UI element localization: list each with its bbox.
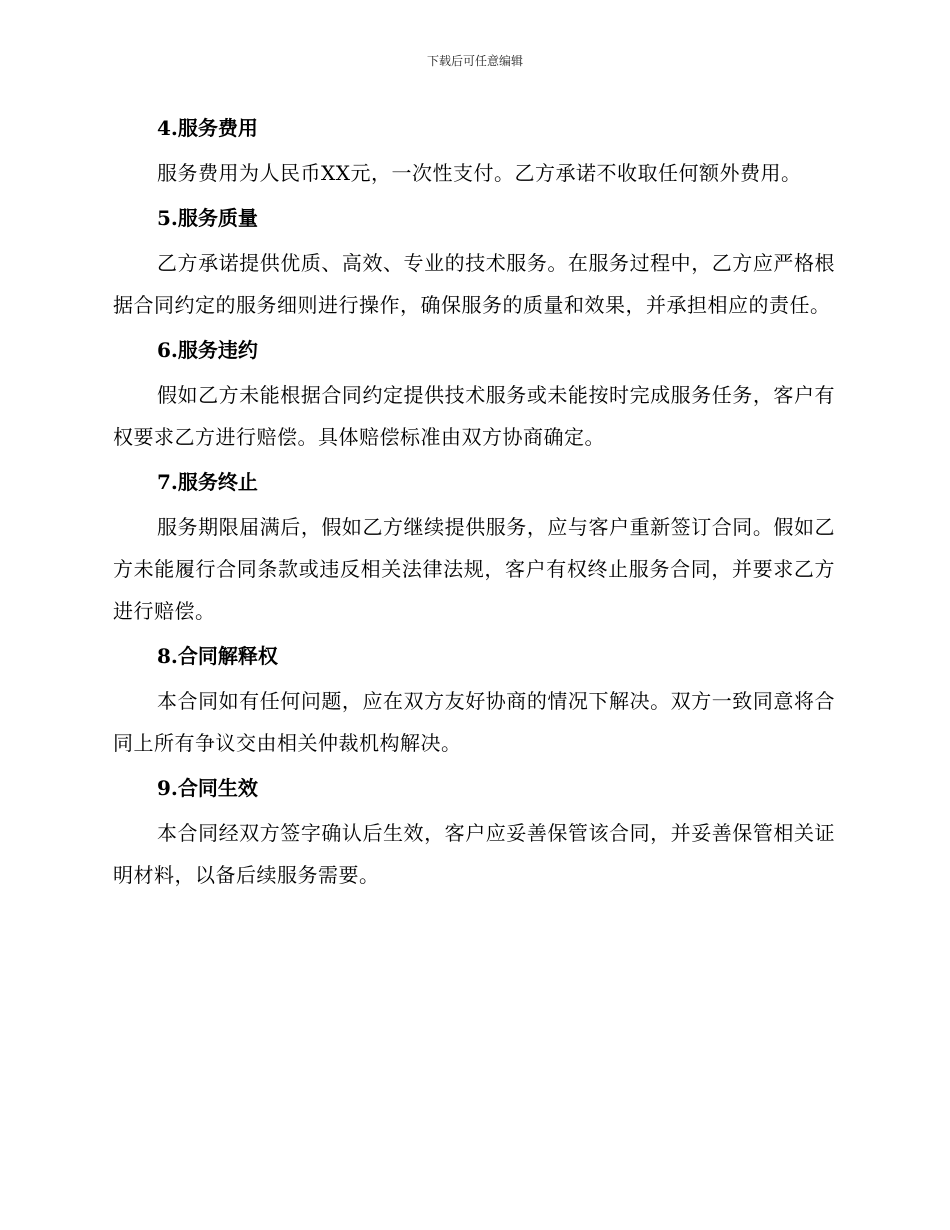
section-service-breach xyxy=(113,332,835,458)
section-service-quality xyxy=(113,200,835,326)
section-service-termination xyxy=(113,464,835,632)
section-body: 本合同如有任何问题，应在双方友好协商的情况下解决。双方一致同意将合同上所有争议交由相关仲裁机构解决。 xyxy=(113,689,835,755)
section-heading: 7.服务终止 xyxy=(157,470,258,494)
section-body: 服务费用为人民币XX元，一次性支付。乙方承诺不收取任何额外费用。 xyxy=(157,161,802,185)
section-body: 乙方承诺提供优质、高效、专业的技术服务。在服务过程中，乙方应严格根据合同约定的服务细则进行操作，确保服务的质量和效果，并承担相应的责任。 xyxy=(113,251,835,317)
section-contract-interpretation xyxy=(113,638,835,764)
section-heading: 9.合同生效 xyxy=(157,776,258,800)
section-heading: 6.服务违约 xyxy=(157,338,258,362)
section-heading: 4.服务费用 xyxy=(157,116,258,140)
section-contract-effective xyxy=(113,770,835,896)
page-header: 下载后可任意编辑 xyxy=(426,54,523,68)
section-body: 本合同经双方签字确认后生效，客户应妥善保管该合同，并妥善保管相关证明材料，以备后续服务需要。 xyxy=(113,821,835,887)
section-service-fee xyxy=(113,110,835,194)
section-heading: 5.服务质量 xyxy=(157,206,258,230)
section-body: 服务期限届满后，假如乙方继续提供服务，应与客户重新签订合同。假如乙方未能履行合同条款或违反相关法律法规，客户有权终止服务合同，并要求乙方进行赔偿。 xyxy=(113,515,835,623)
section-heading: 8.合同解释权 xyxy=(157,644,278,668)
section-body: 假如乙方未能根据合同约定提供技术服务或未能按时完成服务任务，客户有权要求乙方进行赔偿。具体赔偿标准由双方协商确定。 xyxy=(113,383,835,449)
document-content xyxy=(113,110,835,902)
